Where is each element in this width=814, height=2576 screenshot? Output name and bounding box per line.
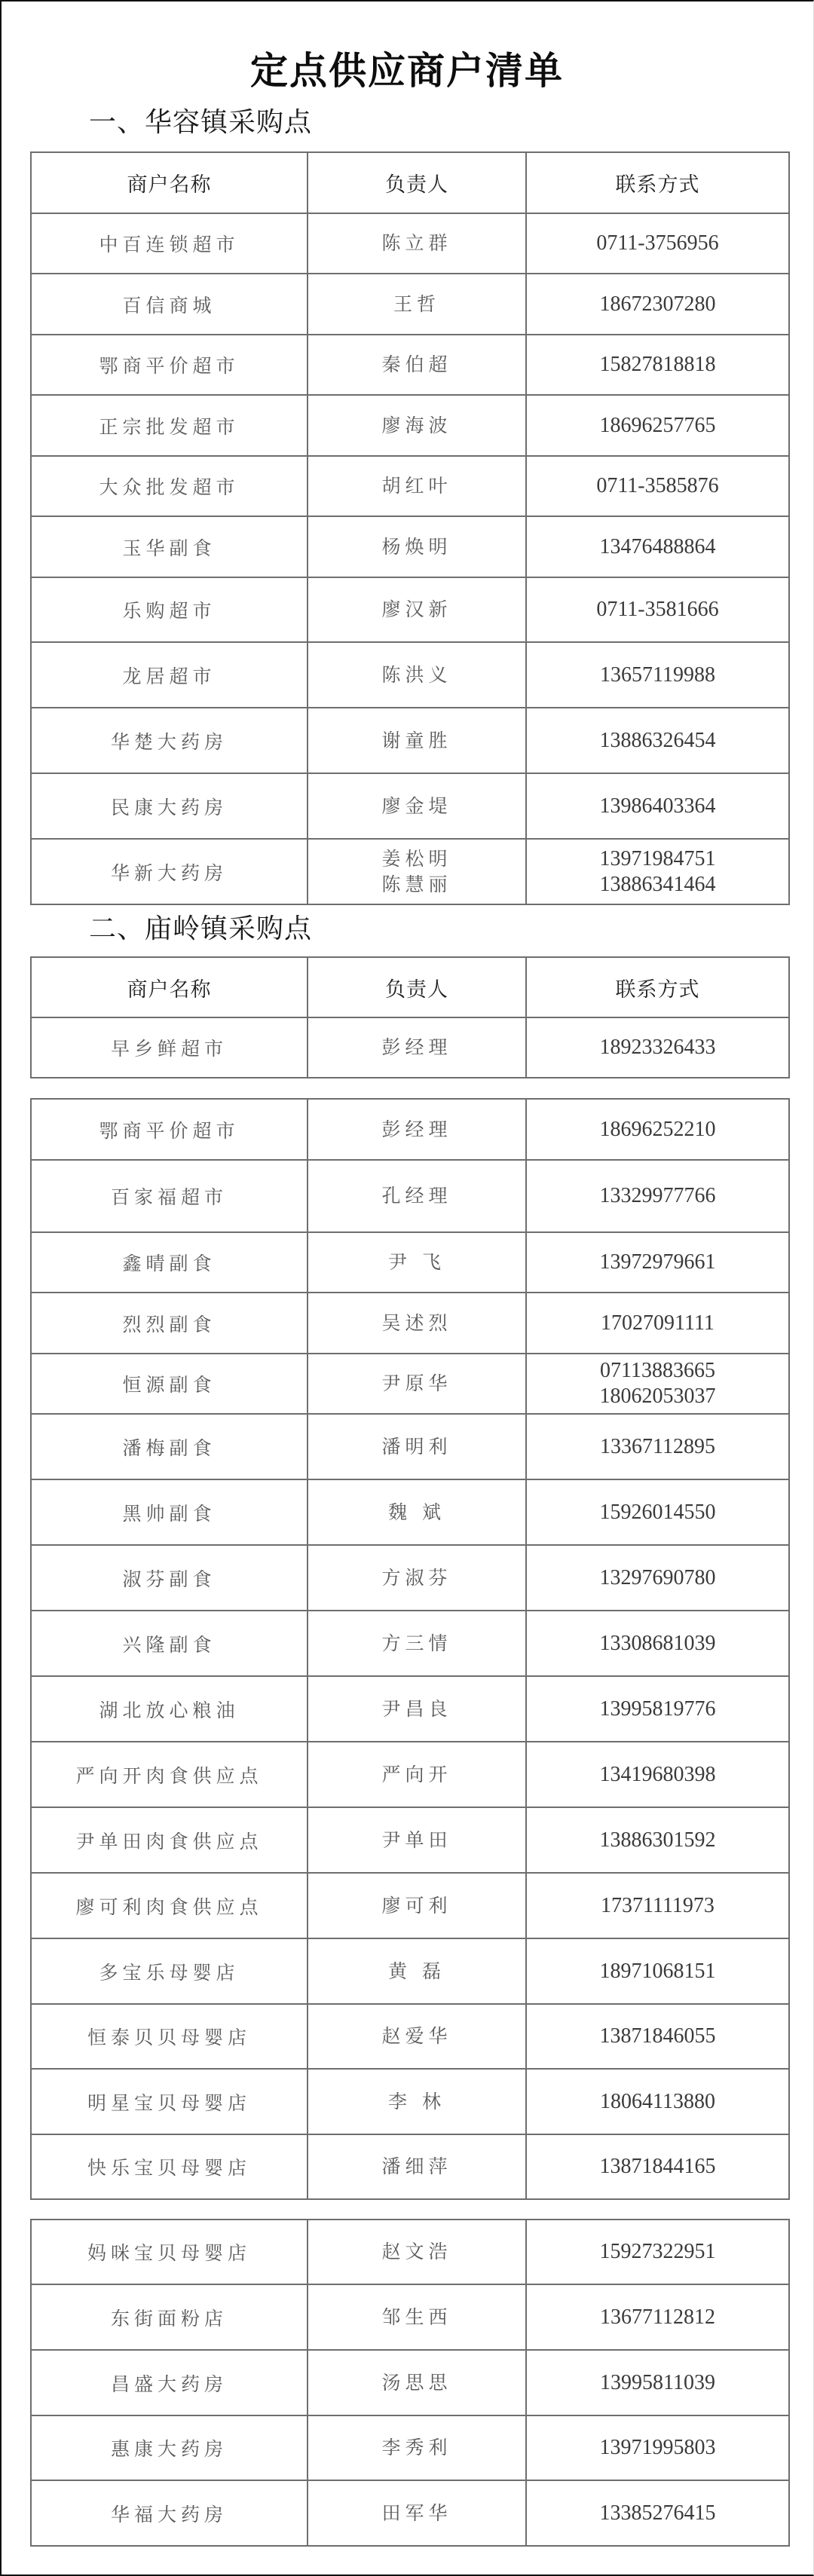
column-header-contact: 联系方式 <box>526 957 789 1017</box>
phone-number: 13329977766 <box>599 1184 716 1207</box>
contact-phone-cell <box>526 1938 789 2004</box>
person-name: 赵爱华 <box>381 2025 452 2047</box>
table-row <box>31 2480 789 2546</box>
table-row <box>31 2284 789 2350</box>
contact-phone-cell <box>526 516 789 577</box>
person-in-charge-cell <box>308 2284 526 2350</box>
contact-phone-cell <box>526 1099 789 1160</box>
phone-number: 15927322951 <box>599 2240 716 2263</box>
phone-number: 0711-3581666 <box>596 598 719 621</box>
merchant-name-cell: 民康大药房 <box>31 773 308 839</box>
phone-number: 18923326433 <box>599 1036 716 1059</box>
person-in-charge-cell <box>308 274 526 335</box>
person-name: 尹原华 <box>381 1372 452 1394</box>
person-name: 廖海波 <box>381 414 452 436</box>
person-name: 廖可利 <box>381 1894 452 1917</box>
merchant-name-cell: 大众批发超市 <box>31 456 308 516</box>
merchant-name-cell: 廖可利肉食供应点 <box>31 1873 308 1938</box>
merchant-name-cell: 东街面粉店 <box>31 2284 308 2350</box>
phone-number: 13308681039 <box>599 1631 716 1655</box>
contact-phone-cell <box>526 2220 789 2284</box>
phone-number: 0711-3756956 <box>596 231 719 255</box>
column-header-person-in-charge: 负责人 <box>308 152 526 213</box>
person-in-charge-cell <box>308 2415 526 2480</box>
person-in-charge-cell <box>308 456 526 516</box>
table-row <box>31 642 789 708</box>
contact-phone-cell <box>526 2480 789 2546</box>
table-body <box>31 213 789 904</box>
table-row <box>31 1742 789 1807</box>
person-in-charge-cell <box>308 395 526 456</box>
contact-phone-cell <box>526 2284 789 2350</box>
contact-phone-cell <box>526 1354 789 1414</box>
merchant-name-cell: 华福大药房 <box>31 2480 308 2546</box>
merchant-name-cell: 恒源副食 <box>31 1354 308 1414</box>
table-row <box>31 577 789 642</box>
table-row <box>31 773 789 839</box>
merchant-name-cell: 兴隆副食 <box>31 1611 308 1676</box>
column-header-contact: 联系方式 <box>526 152 789 213</box>
phone-number: 18971068151 <box>599 1959 716 1983</box>
person-in-charge-cell <box>308 1873 526 1938</box>
merchant-name-cell: 正宗批发超市 <box>31 395 308 456</box>
table-row <box>31 1676 789 1742</box>
table-header-row <box>31 957 789 1017</box>
contact-phone-cell <box>526 2134 789 2199</box>
table-row <box>31 1414 789 1479</box>
person-name: 彭经理 <box>381 1036 452 1058</box>
phone-number: 13419680398 <box>599 1762 716 1786</box>
merchant-name-cell: 中百连锁超市 <box>31 213 308 274</box>
person-name: 秦伯超 <box>381 353 452 375</box>
contact-phone-cell <box>526 2004 789 2069</box>
person-in-charge-cell <box>308 1545 526 1611</box>
merchant-table-huarong <box>30 151 790 905</box>
person-name: 吴述烈 <box>381 1311 452 1334</box>
contact-phone-cell <box>526 1676 789 1742</box>
table-body <box>31 2220 789 2546</box>
contact-phone-cell <box>526 577 789 642</box>
person-in-charge-cell <box>308 2220 526 2284</box>
table-row <box>31 1873 789 1938</box>
person-name: 胡红叶 <box>381 475 452 497</box>
table-row <box>31 1545 789 1611</box>
person-in-charge-cell <box>308 1293 526 1354</box>
merchant-name-cell: 淑芬副食 <box>31 1545 308 1611</box>
contact-phone-cell <box>526 642 789 708</box>
person-name: 方三情 <box>381 1632 452 1654</box>
contact-phone-cell <box>526 708 789 773</box>
table-row <box>31 213 789 274</box>
person-name: 汤思思 <box>381 2371 452 2394</box>
merchant-name-cell: 华新大药房 <box>31 839 308 904</box>
table-row <box>31 1611 789 1676</box>
merchant-name-cell: 恒泰贝贝母婴店 <box>31 2004 308 2069</box>
contact-phone-cell <box>526 2350 789 2415</box>
person-name: 陈立群 <box>381 232 452 254</box>
phone-number: 13986403364 <box>599 794 716 818</box>
table-row <box>31 1232 789 1293</box>
merchant-name-cell: 惠康大药房 <box>31 2415 308 2480</box>
merchant-name-cell: 黑帅副食 <box>31 1479 308 1545</box>
table-row <box>31 2069 789 2134</box>
merchant-name-cell: 早乡鲜超市 <box>31 1017 308 1078</box>
table-header-row <box>31 152 789 213</box>
merchant-name-cell: 鄂商平价超市 <box>31 335 308 395</box>
person-name: 赵文浩 <box>381 2241 452 2262</box>
table-row <box>31 1099 789 1160</box>
contact-phone-cell <box>526 1873 789 1938</box>
person-in-charge-cell <box>308 213 526 274</box>
merchant-name-cell: 昌盛大药房 <box>31 2350 308 2415</box>
phone-number: 15926014550 <box>599 1500 716 1524</box>
person-name: 尹昌良 <box>381 1697 452 1720</box>
phone-number: 18062053037 <box>599 1384 716 1408</box>
table-row <box>31 1017 789 1078</box>
phone-number: 13385276415 <box>599 2501 716 2525</box>
person-name: 严向开 <box>381 1763 452 1785</box>
table-row <box>31 1354 789 1414</box>
phone-number: 13871846055 <box>599 2024 716 2048</box>
table-row <box>31 335 789 395</box>
person-name: 彭经理 <box>381 1118 452 1140</box>
merchant-name-cell: 快乐宝贝母婴店 <box>31 2134 308 2199</box>
merchant-name-cell: 华楚大药房 <box>31 708 308 773</box>
contact-phone-cell <box>526 1293 789 1354</box>
person-name: 邹生西 <box>381 2305 452 2328</box>
person-name: 王哲 <box>393 292 440 315</box>
person-in-charge-cell <box>308 335 526 395</box>
merchant-name-cell: 百家福超市 <box>31 1160 308 1232</box>
section-heading-huarong: 一、华容镇采购点 <box>89 107 313 138</box>
table-row <box>31 839 789 904</box>
contact-phone-cell <box>526 1479 789 1545</box>
contact-phone-cell <box>526 213 789 274</box>
person-in-charge-cell <box>308 1807 526 1873</box>
merchant-table-miaoling-3 <box>30 2219 790 2547</box>
merchant-name-cell: 烈烈副食 <box>31 1293 308 1354</box>
phone-number: 13995811039 <box>600 2370 715 2394</box>
table-row <box>31 1293 789 1354</box>
phone-number: 18696257765 <box>599 413 716 437</box>
phone-number: 13657119988 <box>600 662 715 687</box>
table-row <box>31 2004 789 2069</box>
merchant-name-cell: 玉华副食 <box>31 516 308 577</box>
contact-phone-cell <box>526 1545 789 1611</box>
merchant-name-cell: 多宝乐母婴店 <box>31 1938 308 2004</box>
column-header-merchant-name: 商户名称 <box>31 957 308 1017</box>
person-in-charge-cell <box>308 1099 526 1160</box>
merchant-name-cell: 鄂商平价超市 <box>31 1099 308 1160</box>
phone-number: 17027091111 <box>601 1311 715 1335</box>
person-in-charge-cell <box>308 773 526 839</box>
contact-phone-cell <box>526 335 789 395</box>
table-row <box>31 2415 789 2480</box>
table-row <box>31 1479 789 1545</box>
person-in-charge-cell <box>308 516 526 577</box>
column-header-person-in-charge: 负责人 <box>308 957 526 1017</box>
phone-number: 18696252210 <box>599 1117 716 1141</box>
table-row <box>31 1807 789 1873</box>
table-row <box>31 274 789 335</box>
person-in-charge-cell <box>308 2004 526 2069</box>
phone-number: 13367112895 <box>600 1434 715 1458</box>
person-in-charge-cell <box>308 1017 526 1078</box>
phone-number: 13886341464 <box>599 872 716 896</box>
person-in-charge-cell <box>308 839 526 904</box>
contact-phone-cell <box>526 1611 789 1676</box>
person-name: 廖汉新 <box>381 598 452 620</box>
table-row <box>31 2350 789 2415</box>
phone-number: 18672307280 <box>599 292 716 316</box>
person-name: 方淑芬 <box>381 1566 452 1589</box>
contact-phone-cell <box>526 1160 789 1232</box>
phone-number: 13476488864 <box>599 534 716 558</box>
table-body <box>31 1099 789 2199</box>
phone-number: 18064113880 <box>600 2089 715 2113</box>
phone-number: 13995819776 <box>599 1696 716 1721</box>
contact-phone-cell <box>526 773 789 839</box>
person-in-charge-cell <box>308 642 526 708</box>
person-in-charge-cell <box>308 1938 526 2004</box>
person-in-charge-cell <box>308 1676 526 1742</box>
person-in-charge-cell <box>308 1742 526 1807</box>
person-name: 杨焕明 <box>381 535 452 558</box>
phone-number: 13972979661 <box>599 1250 716 1274</box>
column-header-merchant-name: 商户名称 <box>31 152 308 213</box>
table-body <box>31 1017 789 1078</box>
merchant-name-cell: 妈咪宝贝母婴店 <box>31 2220 308 2284</box>
merchant-name-cell: 明星宝贝母婴店 <box>31 2069 308 2134</box>
contact-phone-cell <box>526 2069 789 2134</box>
person-in-charge-cell <box>308 2069 526 2134</box>
phone-number: 0711-3585876 <box>596 474 719 497</box>
person-name: 陈慧丽 <box>381 873 452 895</box>
merchant-table-miaoling-2 <box>30 1098 790 2200</box>
contact-phone-cell <box>526 274 789 335</box>
table-row <box>31 2220 789 2284</box>
contact-phone-cell <box>526 1807 789 1873</box>
contact-phone-cell <box>526 1232 789 1293</box>
contact-phone-cell <box>526 1414 789 1479</box>
person-in-charge-cell <box>308 1160 526 1232</box>
contact-phone-cell <box>526 1742 789 1807</box>
merchant-name-cell: 潘梅副食 <box>31 1414 308 1479</box>
person-name: 李秀利 <box>381 2437 452 2458</box>
person-in-charge-cell <box>308 1611 526 1676</box>
person-in-charge-cell <box>308 708 526 773</box>
person-name: 尹 飞 <box>388 1251 445 1273</box>
phone-number: 15827818818 <box>599 353 716 376</box>
merchant-name-cell: 严向开肉食供应点 <box>31 1742 308 1807</box>
merchant-name-cell: 鑫晴副食 <box>31 1232 308 1293</box>
person-name: 潘明利 <box>381 1435 452 1458</box>
person-name: 尹单田 <box>381 1828 452 1851</box>
table-row <box>31 456 789 516</box>
person-name: 孔经理 <box>381 1185 452 1207</box>
table-row <box>31 516 789 577</box>
table-row <box>31 1160 789 1232</box>
phone-number: 13871844165 <box>599 2155 716 2178</box>
contact-phone-cell <box>526 839 789 904</box>
person-name: 田军华 <box>381 2501 452 2524</box>
person-in-charge-cell <box>308 1479 526 1545</box>
phone-number: 07113883665 <box>600 1359 715 1382</box>
phone-number: 13886301592 <box>599 1828 716 1852</box>
contact-phone-cell <box>526 2415 789 2480</box>
table-row <box>31 1938 789 2004</box>
person-in-charge-cell <box>308 2350 526 2415</box>
phone-number: 13297690780 <box>599 1565 716 1589</box>
person-in-charge-cell <box>308 2480 526 2546</box>
phone-number: 17371111973 <box>601 1893 715 1917</box>
contact-phone-cell <box>526 395 789 456</box>
table-row <box>31 708 789 773</box>
person-name: 李 林 <box>388 2090 445 2113</box>
person-name: 魏 斌 <box>388 1501 445 1523</box>
phone-number: 13886326454 <box>599 728 716 752</box>
merchant-name-cell: 乐购超市 <box>31 577 308 642</box>
person-in-charge-cell <box>308 2134 526 2199</box>
person-in-charge-cell <box>308 577 526 642</box>
merchant-name-cell: 百信商城 <box>31 274 308 335</box>
merchant-table-miaoling-1 <box>30 956 790 1078</box>
section-heading-miaoling: 二、庙岭镇采购点 <box>89 913 313 944</box>
phone-number: 13677112812 <box>600 2305 715 2329</box>
document-title: 定点供应商户清单 <box>250 47 564 93</box>
person-name: 谢童胜 <box>381 729 452 751</box>
contact-phone-cell <box>526 456 789 516</box>
person-in-charge-cell <box>308 1354 526 1414</box>
table-row <box>31 395 789 456</box>
phone-number: 13971995803 <box>599 2436 716 2459</box>
person-name: 黄 磊 <box>388 1960 445 1982</box>
merchant-name-cell: 龙居超市 <box>31 642 308 708</box>
contact-phone-cell <box>526 1017 789 1078</box>
phone-number: 13971984751 <box>599 846 716 870</box>
person-in-charge-cell <box>308 1232 526 1293</box>
table-row <box>31 2134 789 2199</box>
merchant-name-cell: 尹单田肉食供应点 <box>31 1807 308 1873</box>
person-in-charge-cell <box>308 1414 526 1479</box>
person-name: 姜松明 <box>381 847 452 870</box>
person-name: 廖金堤 <box>381 794 452 817</box>
person-name: 潘细萍 <box>381 2155 452 2177</box>
merchant-name-cell: 湖北放心粮油 <box>31 1676 308 1742</box>
person-name: 陈洪义 <box>381 663 452 686</box>
